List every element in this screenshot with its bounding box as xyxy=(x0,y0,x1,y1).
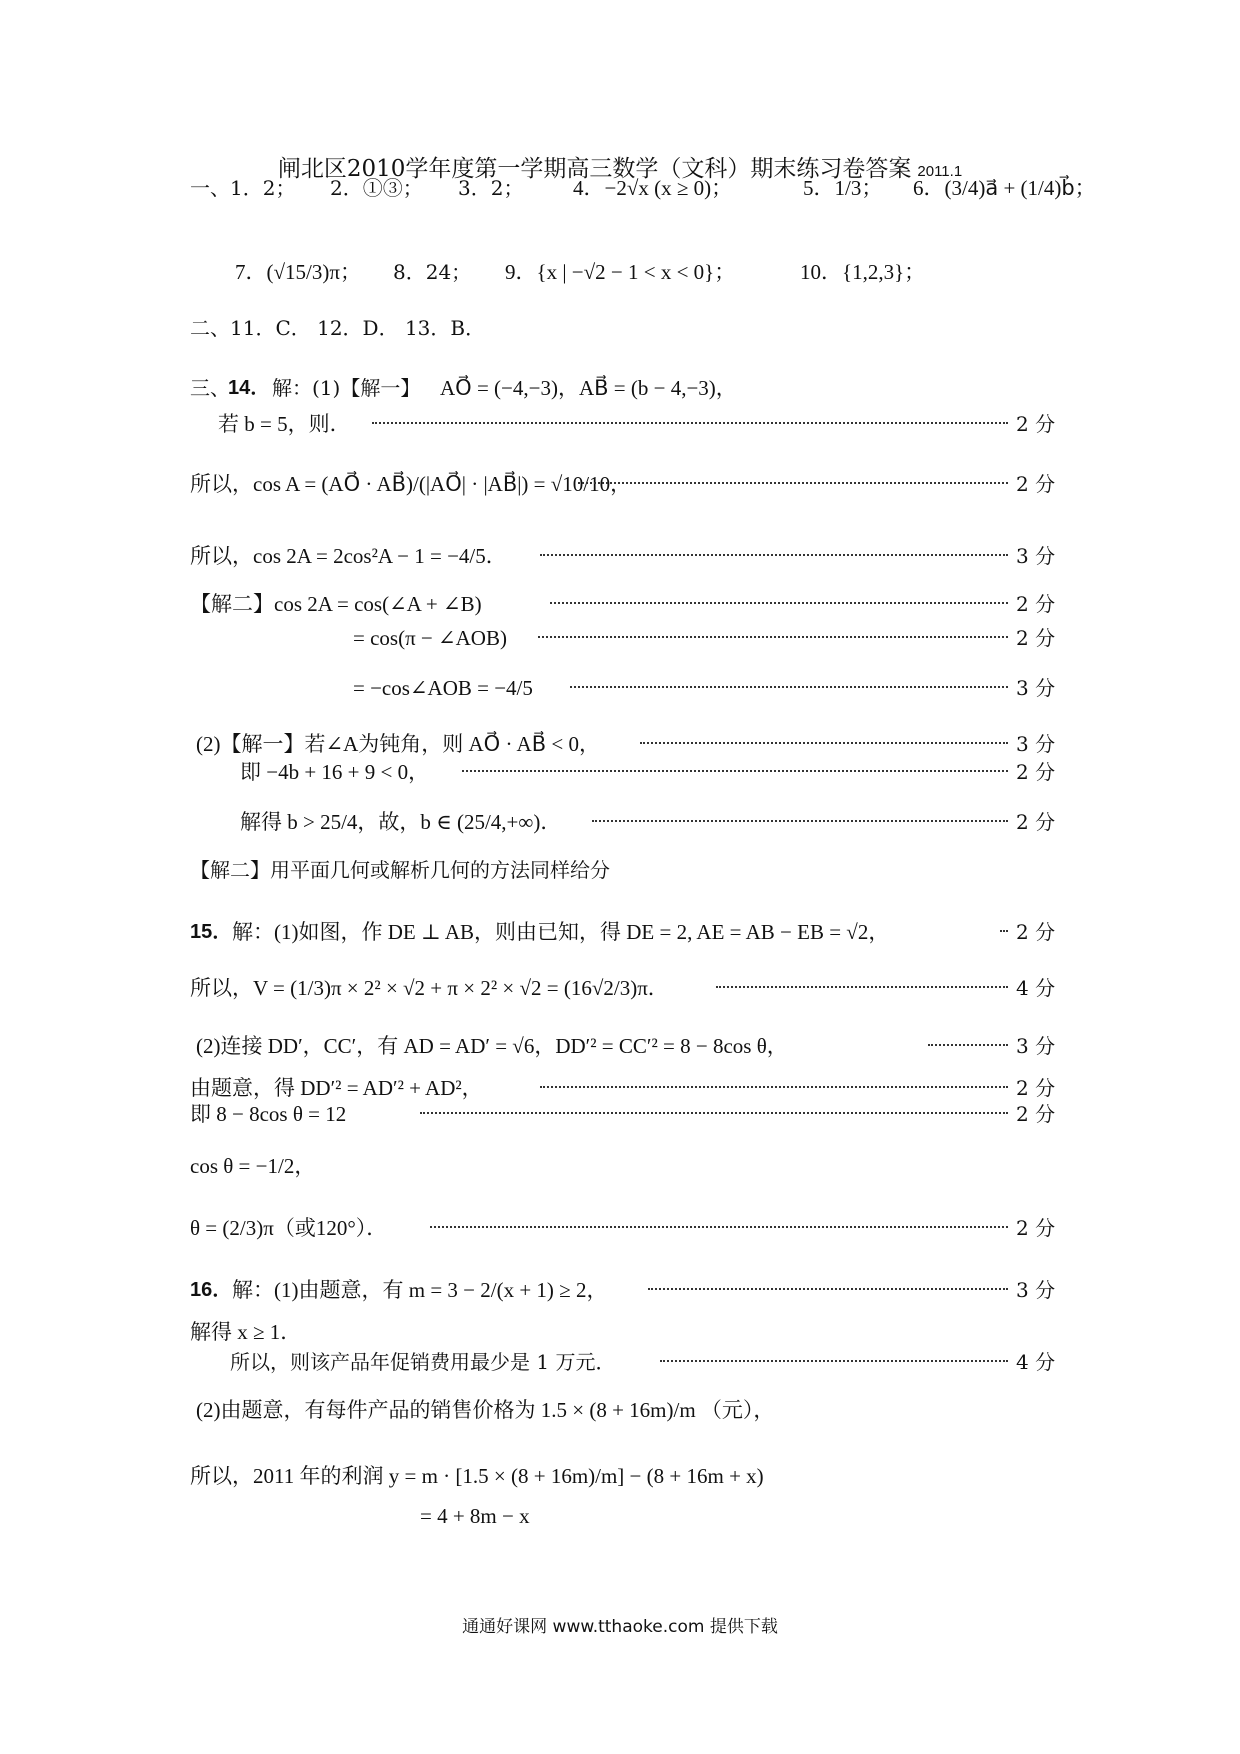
answer-line xyxy=(0,1144,1240,1188)
answer-line xyxy=(0,250,1240,294)
answer-text: 所以，cos 2A = 2cos²A − 1 = −4/5． xyxy=(190,544,507,568)
answer-text: 10．{1,2,3}； xyxy=(800,260,926,284)
answer-text: 由题意，得 DD′² = AD′² + AD²， xyxy=(190,1076,483,1100)
score-points: 3 分 xyxy=(1016,676,1056,700)
answer-text: 6．(3/4)a⃗ + (1/4)b⃗； xyxy=(913,176,1096,200)
answer-line xyxy=(0,166,1240,210)
title-main: 闸北区2010学年度第一学期高三数学（文科）期末练习卷答案 xyxy=(277,156,912,182)
answer-text: = cos(π − ∠AOB) xyxy=(353,626,507,650)
score-points: 3 分 xyxy=(1016,1278,1056,1302)
answer-text: cos θ = −1/2， xyxy=(190,1154,316,1178)
answer-line xyxy=(0,1388,1240,1432)
answer-text: 所以，V = (1/3)π × 2² × √2 + π × 2² × √2 = (16√2/3)π． xyxy=(190,976,669,1000)
leader-dots xyxy=(648,1288,1008,1290)
answer-line xyxy=(0,848,1240,892)
leader-dots xyxy=(462,770,1008,772)
leader-dots xyxy=(540,554,1008,556)
score-points: 2 分 xyxy=(1016,1216,1056,1240)
answer-line xyxy=(0,306,1240,350)
score-points: 2 分 xyxy=(1016,1076,1056,1100)
score-points: 2 分 xyxy=(1016,592,1056,616)
leader-dots xyxy=(570,686,1008,688)
answer-text: 解得 b > 25/4，故，b ∈ (25/4,+∞)． xyxy=(240,810,562,834)
answer-text: 解：(1)如图，作 DE ⊥ AB，则由已知，得 DE = 2, AE = AB − EB = √2， xyxy=(232,920,890,944)
answer-line xyxy=(0,910,1240,954)
title-year: 2011.1 xyxy=(917,163,963,180)
answer-line xyxy=(0,1494,1240,1538)
score-points: 2 分 xyxy=(1016,760,1056,784)
answer-text: θ = (2/3)π（或120°）． xyxy=(190,1216,388,1240)
leader-dots xyxy=(550,602,1008,604)
answer-text: 【解二】cos 2A = cos(∠A + ∠B) xyxy=(190,592,482,616)
leader-dots xyxy=(538,636,1008,638)
answer-text: 5．1/3； xyxy=(803,176,883,200)
leader-dots xyxy=(420,1112,1008,1114)
leader-dots xyxy=(430,1226,1008,1228)
score-points: 3 分 xyxy=(1016,544,1056,568)
leader-dots xyxy=(372,422,1008,424)
score-points: 2 分 xyxy=(1016,472,1056,496)
answer-line xyxy=(0,666,1240,710)
leader-dots xyxy=(540,1086,1008,1088)
answer-text: 解得 x ≥ 1． xyxy=(190,1320,302,1344)
score-points: 2 分 xyxy=(1016,810,1056,834)
answer-text: 二、11．C． 12．D． 13．B． xyxy=(190,316,486,340)
score-points: 3 分 xyxy=(1016,732,1056,756)
answer-text: 所以，2011 年的利润 y = m · [1.5 × (8 + 16m)/m] − (8 + 16m + x) xyxy=(190,1464,764,1488)
leader-dots xyxy=(716,986,1008,988)
score-points: 3 分 xyxy=(1016,1034,1056,1058)
answer-text: 三、 xyxy=(190,376,230,400)
answer-text: 即 8 − 8cos θ = 12 xyxy=(190,1102,347,1126)
question-number: 16． xyxy=(190,1279,233,1301)
answer-text: 4．−2√x (x ≥ 0)； xyxy=(573,176,733,200)
score-points: 2 分 xyxy=(1016,412,1056,436)
answer-line xyxy=(0,1092,1240,1136)
answer-text: 2．①③； xyxy=(330,176,423,200)
answer-line xyxy=(0,1268,1240,1312)
answer-text: (2)连接 DD′，CC′，有 AD = AD′ = √6，DD′² = CC′² = 8 − 8cos θ， xyxy=(196,1034,788,1058)
answer-text: (2)由题意，有每件产品的销售价格为 1.5 × (8 + 16m)/m （元）， xyxy=(196,1398,775,1422)
answer-text: (2)【解一】若∠A为钝角，则 AO⃗ · AB⃗ < 0， xyxy=(196,732,600,756)
answer-text: 若 b = 5，则． xyxy=(218,412,351,436)
score-points: 4 分 xyxy=(1016,1350,1056,1374)
score-points: 4 分 xyxy=(1016,976,1056,1000)
answer-text: AO⃗ = (−4,−3)，AB⃗ = (b − 4,−3)， xyxy=(440,376,737,400)
answer-line xyxy=(0,1454,1240,1498)
answer-line xyxy=(0,1340,1240,1384)
answer-text: 7．(√15/3)π； xyxy=(235,260,361,284)
answer-line xyxy=(0,462,1240,506)
leader-dots xyxy=(660,1360,1008,1362)
question-number: 15． xyxy=(190,921,233,943)
answer-text: 8．24； xyxy=(393,260,472,284)
answer-line xyxy=(0,534,1240,578)
leader-dots xyxy=(1000,930,1008,932)
leader-dots xyxy=(578,482,1008,484)
answer-text: 【解二】用平面几何或解析几何的方法同样给分 xyxy=(190,858,610,882)
answer-line xyxy=(0,402,1240,446)
answer-text: = 4 + 8m − x xyxy=(420,1504,530,1528)
answer-line xyxy=(0,616,1240,660)
answer-text: 所以，则该产品年促销费用最少是 1 万元． xyxy=(230,1350,616,1374)
answer-text: 所以，cos A = (AO⃗ · AB⃗)/(|AO⃗| · |AB⃗|) = √10/10， xyxy=(190,472,632,496)
leader-dots xyxy=(592,820,1008,822)
score-points: 2 分 xyxy=(1016,626,1056,650)
answer-text: 3．2； xyxy=(458,176,524,200)
answer-line xyxy=(0,966,1240,1010)
answer-text: 解：(1)由题意，有 m = 3 − 2/(x + 1) ≥ 2， xyxy=(232,1278,608,1302)
answer-text: 9．{x | −√2 − 1 < x < 0}； xyxy=(505,260,736,284)
leader-dots xyxy=(640,742,1008,744)
leader-dots xyxy=(928,1044,1008,1046)
answer-line xyxy=(0,800,1240,844)
answer-text: 即 −4b + 16 + 9 < 0， xyxy=(240,760,430,784)
answer-line xyxy=(0,1024,1240,1068)
footer-credit: 通通好课网 www.tthaoke.com 提供下载 xyxy=(462,1617,778,1637)
answer-line xyxy=(0,1206,1240,1250)
answer-text: 解：(1)【解一】 xyxy=(272,376,421,400)
answer-text: 一、1．2； xyxy=(190,176,296,200)
answer-line xyxy=(0,750,1240,794)
question-number: 14． xyxy=(228,377,271,399)
answer-text: = −cos∠AOB = −4/5 xyxy=(353,676,533,700)
score-points: 2 分 xyxy=(1016,920,1056,944)
score-points: 2 分 xyxy=(1016,1102,1056,1126)
